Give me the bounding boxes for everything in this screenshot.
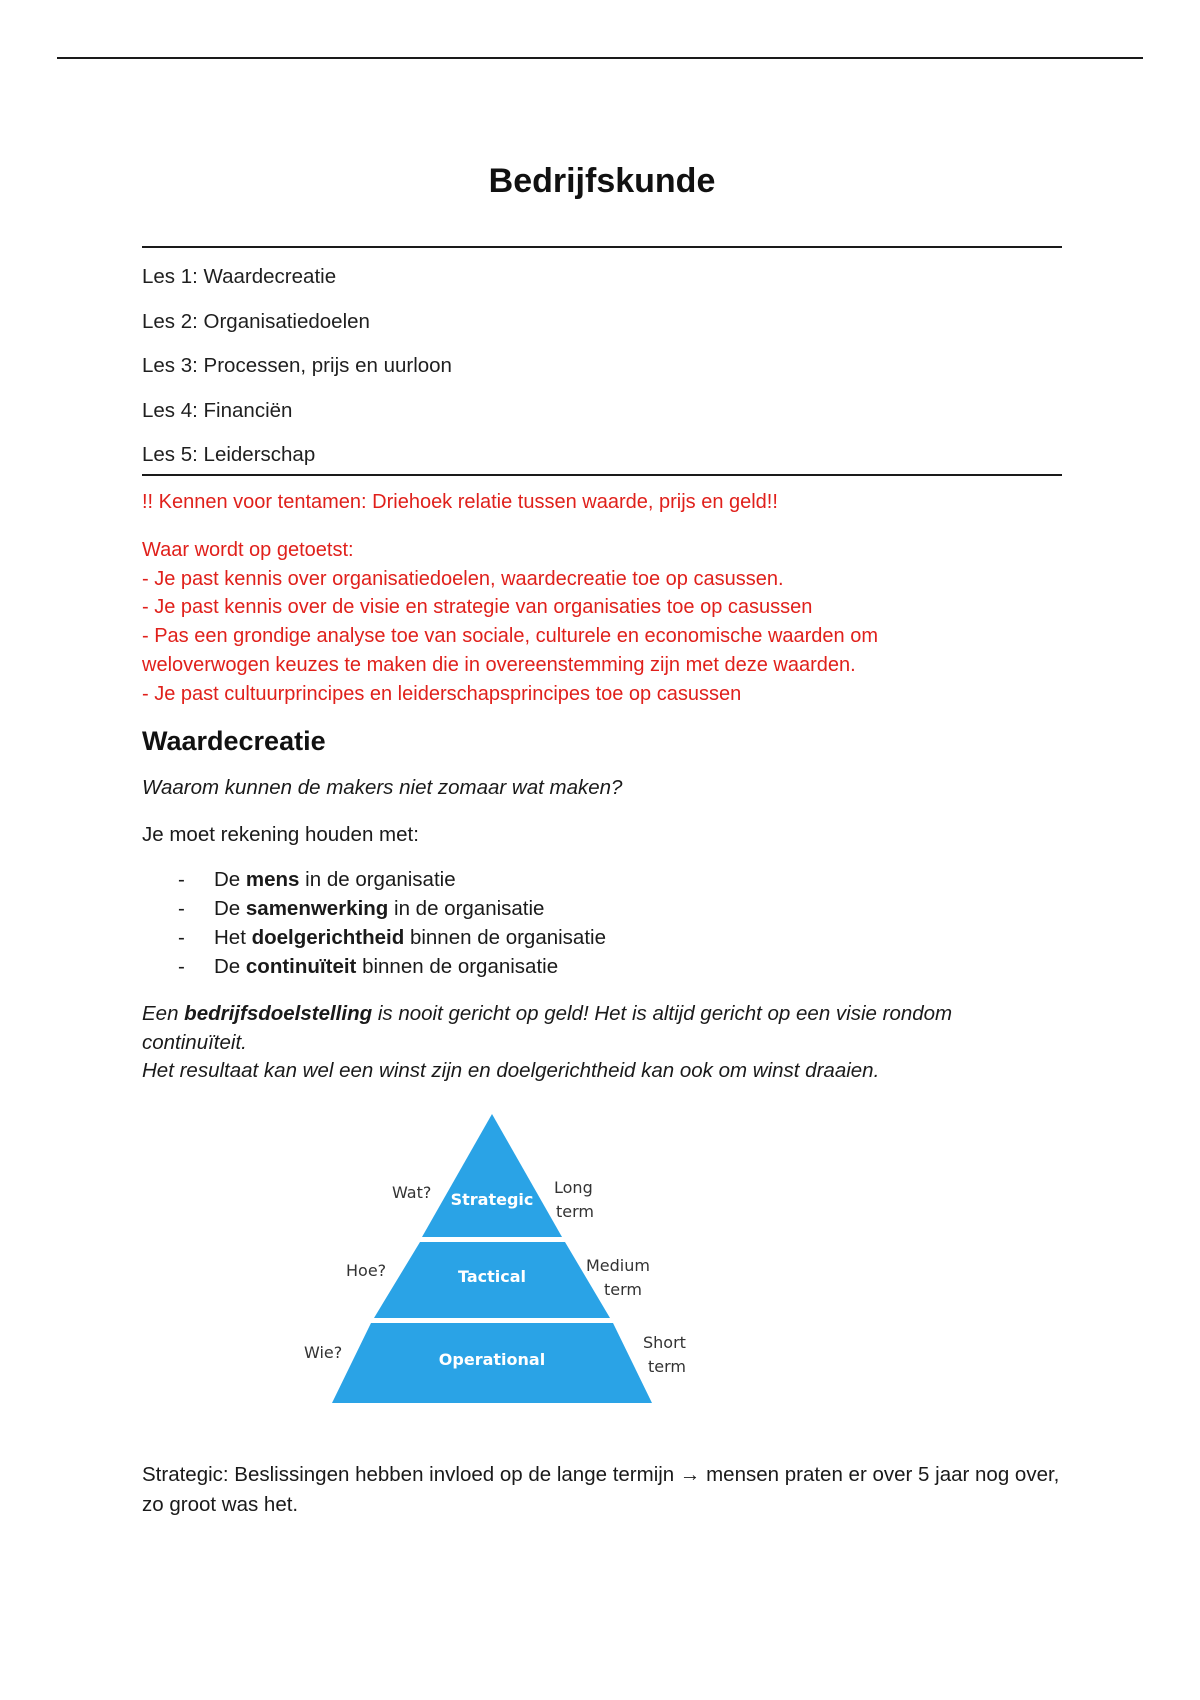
pyramid-question-how: Hoe?: [346, 1261, 387, 1280]
tested-line: - Je past kennis over organisatiedoelen, waardecreatie toe op casussen.: [142, 567, 784, 590]
bullet-dash: -: [178, 955, 185, 978]
list-item: - De continuïteit binnen de organisatie: [178, 952, 606, 981]
pyramid-term-label: term: [556, 1202, 594, 1221]
tested-line: - Je past cultuurprincipes en leiderschapsprincipes toe op casussen: [142, 682, 742, 705]
pyramid-term-medium: Medium: [586, 1256, 650, 1275]
section-question: Waarom kunnen de makers niet zomaar wat maken?: [142, 776, 623, 799]
list-item: - De samenwerking in de organisatie: [178, 894, 606, 923]
page-title: Bedrijfskunde: [488, 162, 716, 200]
section-heading: Waardecreatie: [142, 726, 326, 756]
section-intro: Je moet rekening houden met:: [142, 823, 419, 846]
bold-term: doelgerichtheid: [251, 926, 405, 949]
tested-line: weloverwogen keuzes te maken die in overeenstemming zijn met deze waarden.: [142, 653, 856, 676]
management-pyramid-diagram: [292, 1108, 692, 1408]
tested-topics: [142, 536, 1062, 708]
pyramid-term-long: Long: [554, 1178, 593, 1197]
pyramid-label-tactical: Tactical: [457, 1267, 527, 1286]
bullet-dash: -: [178, 868, 185, 891]
pyramid-level-strategic: [422, 1114, 562, 1237]
lesson-item: Les 4: Financiën: [142, 398, 293, 422]
lesson-item: Les 5: Leiderschap: [142, 443, 316, 466]
lesson-list: [142, 262, 452, 485]
list-item: - Het doelgerichtheid binnen de organisatie: [178, 923, 606, 952]
tested-line: - Pas een grondige analyse toe van sociale, culturele en economische waarden om: [142, 625, 878, 648]
page-top-rule: [57, 57, 1143, 59]
pyramid-label-strategic: Strategic: [450, 1190, 534, 1209]
pyramid-question-what: Wat?: [392, 1183, 432, 1202]
pyramid-question-who: Wie?: [304, 1343, 343, 1362]
pyramid-term-short: Short: [643, 1333, 686, 1352]
tested-line: - Je past kennis over de visie en strategie van organisaties toe op casussen: [142, 596, 813, 619]
lesson-item: Les 2: Organisatiedoelen: [142, 309, 370, 333]
strategic-footnote: Strategic: Beslissingen hebben invloed op de lange termijn → mensen praten er over 5 jaar nog over, zo groot was het.: [142, 1463, 1060, 1516]
exam-warning: !! Kennen voor tentamen: Driehoek relatie tussen waarde, prijs en geld!!: [142, 491, 778, 513]
bold-term: continuïteit: [245, 955, 357, 978]
bullet-dash: -: [178, 897, 185, 920]
bullet-dash: -: [178, 926, 185, 949]
lesson-item: Les 1: Waardecreatie: [142, 265, 337, 288]
goal-statement: Een bedrijfsdoelstelling is nooit gericht op geld! Het is altijd gericht op een visie rondom continuïteit. Het resultaat kan wel een winst zijn en doelgerichtheid kan ook om winst draaien.: [142, 1002, 953, 1082]
bold-term: bedrijfsdoelstelling: [184, 1002, 373, 1025]
considerations-list: [178, 865, 606, 981]
list-item: - De mens in de organisatie: [178, 865, 606, 894]
tested-heading: Waar wordt op getoetst:: [142, 539, 354, 561]
pyramid-term-label: term: [604, 1280, 642, 1299]
bold-term: samenwerking: [245, 897, 389, 920]
toc-top-rule: [142, 246, 1062, 248]
pyramid-label-operational: Operational: [438, 1350, 546, 1369]
pyramid-term-label: term: [648, 1357, 686, 1376]
lesson-item: Les 3: Processen, prijs en uurloon: [142, 354, 452, 377]
bold-term: mens: [245, 868, 300, 891]
toc-bottom-rule: [142, 474, 1062, 476]
